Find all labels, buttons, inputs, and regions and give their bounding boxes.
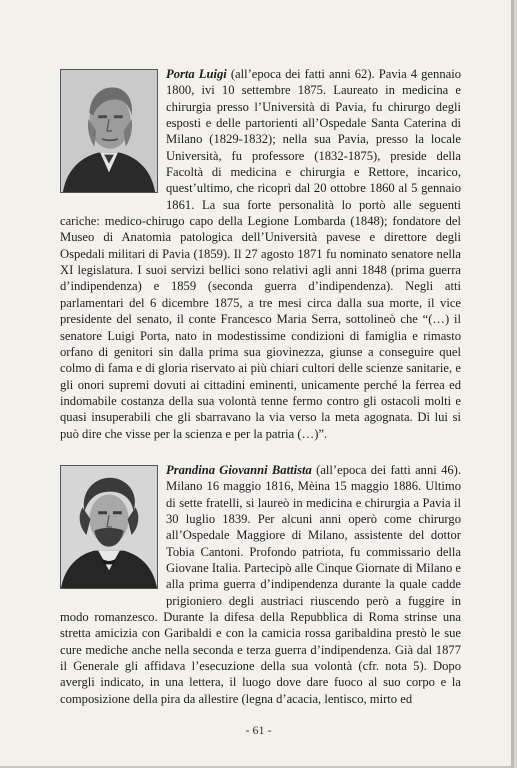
biography-entry-prandina xyxy=(60,462,461,707)
portrait-prandina-giovanni-battista xyxy=(60,465,158,589)
person-name: Porta Luigi xyxy=(166,67,227,81)
biography-entry-porta xyxy=(60,66,461,442)
page-number: - 61 - xyxy=(245,723,272,737)
biography-text: (all’epoca dei fatti anni 62). Pavia 4 gennaio 1800, ivi 10 settembre 1875. Laureato in medicina e chirurgia presso l’Università di Pavia, fu chirurgo degli esposti e delle partorienti all’Ospedale Santa Caterina di Milano (1829-1832); nella sua Pavia, presso la locale Università, fu professore (1832-1875), preside della Facoltà di medicina e chirurgia e Rettore, incarico, quest’ultimo, che ricoprì dal 20 ottobre 1860 al 5 gennaio 1861. La sua forte personalità lo portò alle seguenti cariche: medico-chirugo capo della Legione Lombarda (1848); fondatore del Museo di Anatomia patologica dell’Università pavese e direttore degli Ospedali militari di Pavia (1859). Il 27 agosto 1871 fu nominato senatore nella XI legislatura. I suoi servizi bellici sono relativi agli anni 1848 (prima guerra d’indipendenza) e 1859 (seconda guerra d’indipendenza). Negli atti parlamentari del 6 dicembre 1875, a tre mesi circa dalla sua morte, il vice presidente del senato, il conte Francesco Maria Serra, sottolineò che “(…) il senatore Luigi Porta, nato in modestissime condizioni di famiglia e rimasto orfano di genitori sin dalla prima sua giovinezza, giunse a conseguire quel colmo di fama e di gloria riservato ai più chiari cultori delle scienze sanitarie, e gli onori supremi dovuti ai cittadini eminenti, unicamente perché la ferrea ed indomabile costanza della sua volontà tenne fermo contro gli ostacoli molti e quasi insuperabili che gli sbarravano la via verso la meta agognata. Di lui si può dire che visse per la scienza e per la patria (…)”. xyxy=(60,67,461,441)
person-name: Prandina Giovanni Battista xyxy=(166,463,312,477)
biography-text: (all’epoca dei fatti anni 46). Milano 16 maggio 1816, Mèina 15 maggio 1886. Ultimo di sette fratelli, si laureò in medicina e chirurgia a Pavia il 30 luglio 1839. Per alcuni anni operò come chirurgo all’Ospedale Maggiore di Milano, assistente del dottor Tobia Cantoni. Profondo patriota, fu commissario della Giovane Italia. Partecipò alle Cinque Giornate di Milano e alla prima guerra d’indipendenza durante la quale cadde prigioniero degli austriaci riuscendo però a fuggire in modo romanzesco. Durante la difesa della Repubblica di Roma strinse una stretta amicizia con Garibaldi e con la camicia rossa garibaldina prestò le sue cure mediche anche nella seconda e terza guerra d’indipendenza. Già dal 1877 il Generale gli affidava l’esecuzione della sua volontà (cfr. nota 5). Dopo avergli indicato, in una lettera, il luogo dove dare fuoco al suo corpo e la composizione della pira da allestire (legna d’acacia, lentisco, mirto ed xyxy=(60,463,462,706)
portrait-porta-luigi xyxy=(60,69,158,193)
